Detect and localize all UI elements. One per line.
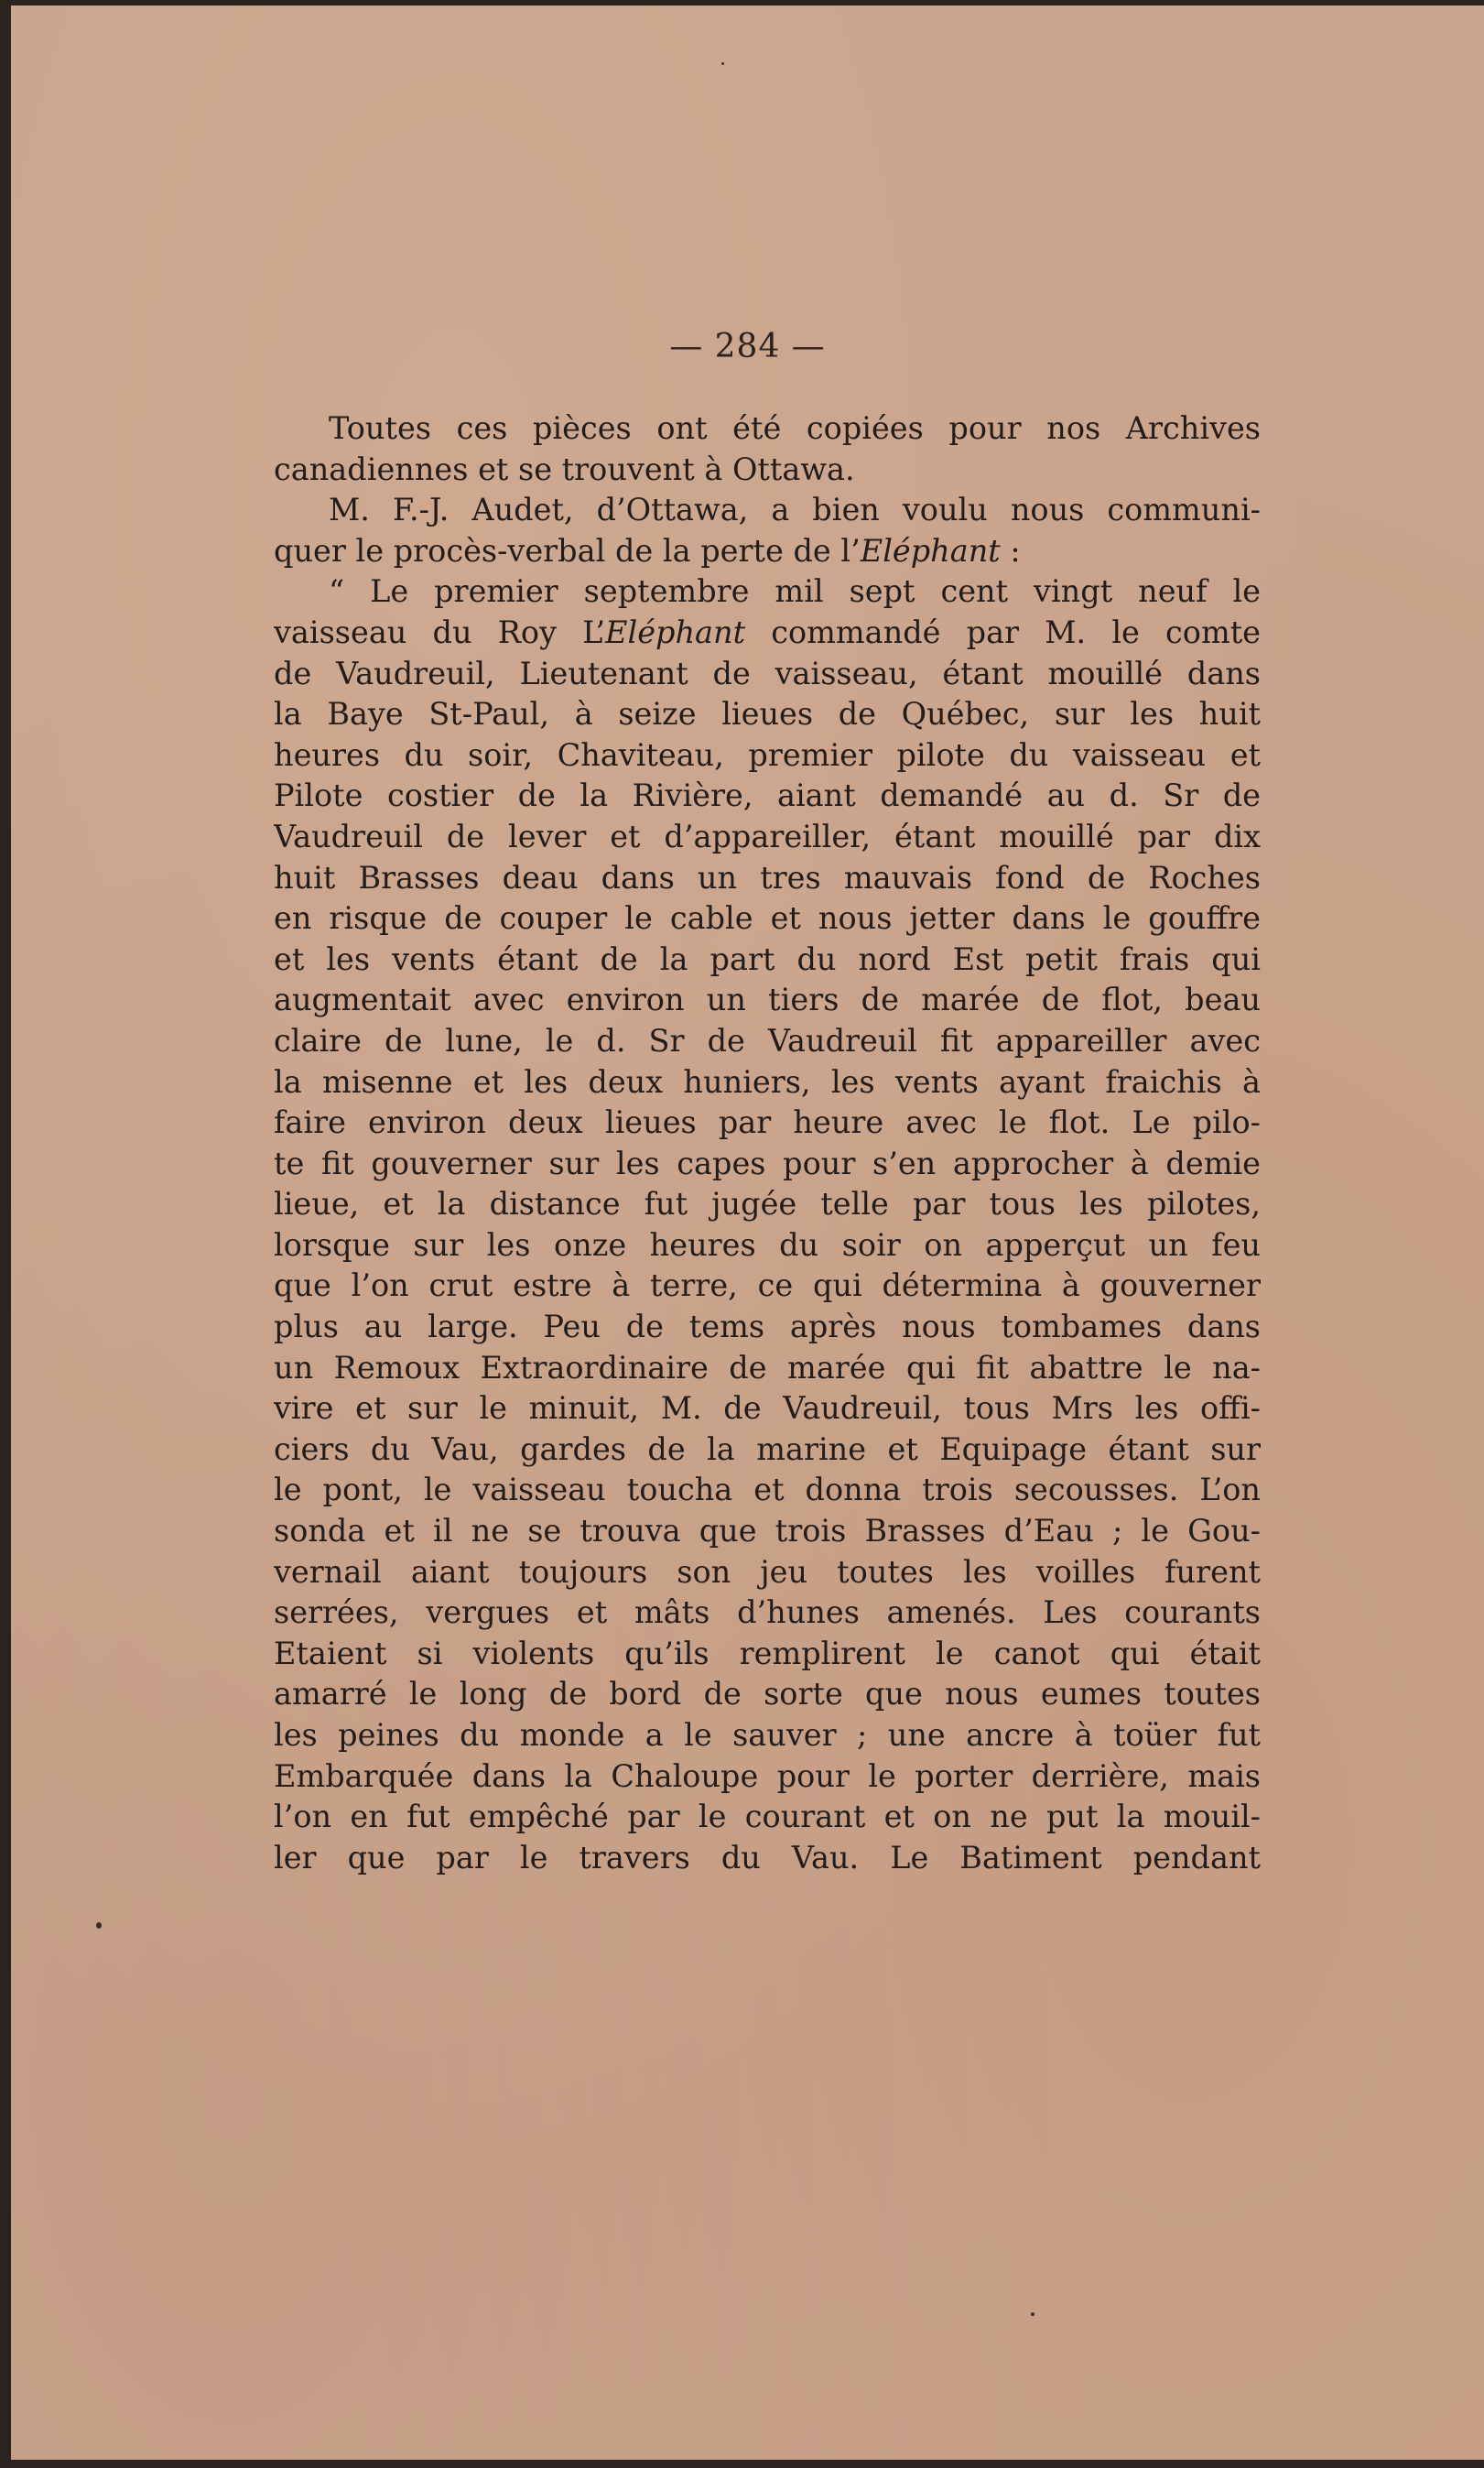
text-line: Embarquée dans la Chaloupe pour le porter derrière, mais <box>274 1757 1261 1794</box>
text-line: amarré le long de bord de sorte que nous eumes toutes <box>274 1676 1261 1712</box>
text-line: vaisseau du Roy L’Eléphant commandé par M. le comte <box>274 614 1261 650</box>
text-line: M. F.-J. Audet, d’Ottawa, a bien voulu nous communi- <box>329 492 1261 528</box>
paper-speck <box>721 62 724 65</box>
paper-speck <box>96 1922 102 1929</box>
text-line: Vaudreuil de lever et d’appareiller, étant mouillé par dix <box>274 818 1261 854</box>
paper-speck <box>1031 2312 1034 2316</box>
text-line: huit Brasses deau dans un tres mauvais fond de Roches <box>274 859 1261 896</box>
text-line: vire et sur le minuit, M. de Vaudreuil, tous Mrs les offi- <box>274 1390 1261 1427</box>
text-line: quer le procès-verbal de la perte de l’Eléphant : <box>274 532 1021 569</box>
text-line: le pont, le vaisseau toucha et donna trois secousses. L’on <box>274 1472 1261 1508</box>
text-line: te fit gouverner sur les capes pour s’en approcher à demie <box>274 1145 1261 1181</box>
text-line: canadiennes et se trouvent à Ottawa. <box>274 451 855 487</box>
text-line: lorsque sur les onze heures du soir on apperçut un feu <box>274 1226 1261 1263</box>
text-line: ler que par le travers du Vau. Le Batiment pendant <box>274 1839 1261 1875</box>
text-line: Etaient si violents qu’ils remplirent le canot qui était <box>274 1635 1261 1671</box>
text-line: la misenne et les deux huniers, les vents ayant fraichis à <box>274 1063 1261 1100</box>
text-line: de Vaudreuil, Lieutenant de vaisseau, étant mouillé dans <box>274 655 1261 691</box>
text-line: Toutes ces pièces ont été copiées pour nos Archives <box>329 410 1261 446</box>
text-line: serrées, vergues et mâts d’hunes amenés. Les courants <box>274 1594 1261 1631</box>
text-line: la Baye St-Paul, à seize lieues de Québec, sur les huit <box>274 696 1261 733</box>
body-text <box>274 408 1261 1878</box>
text-line: augmentait avec environ un tiers de marée de flot, beau <box>274 982 1261 1018</box>
document-page <box>11 5 1484 2460</box>
text-line: lieue, et la distance fut jugée telle par tous les pilotes, <box>274 1186 1261 1223</box>
text-line: que l’on crut estre à terre, ce qui détermina à gouverner <box>274 1267 1261 1304</box>
text-line: les peines du monde a le sauver ; une ancre à toüer fut <box>274 1717 1261 1753</box>
text-line: un Remoux Extraordinaire de marée qui fit abattre le na- <box>274 1349 1261 1386</box>
text-line: “ Le premier septembre mil sept cent vingt neuf le <box>329 573 1261 610</box>
text-line: heures du soir, Chaviteau, premier pilote du vaisseau et <box>274 736 1261 773</box>
text-line: plus au large. Peu de tems après nous tombames dans <box>274 1309 1261 1345</box>
page-number: — 284 — <box>669 328 826 365</box>
text-line: sonda et il ne se trouva que trois Brasses d’Eau ; le Gou- <box>274 1513 1261 1549</box>
text-line: vernail aiant toujours son jeu toutes les voilles furent <box>274 1553 1261 1590</box>
text-line: claire de lune, le d. Sr de Vaudreuil fit appareiller avec <box>274 1022 1261 1059</box>
text-line: ciers du Vau, gardes de la marine et Equipage étant sur <box>274 1430 1261 1467</box>
text-line: faire environ deux lieues par heure avec le flot. Le pilo- <box>274 1104 1261 1141</box>
text-line: l’on en fut empêché par le courant et on ne put la mouil- <box>274 1799 1261 1835</box>
text-line: Pilote costier de la Rivière, aiant demandé au d. Sr de <box>274 777 1261 814</box>
text-line: et les vents étant de la part du nord Est petit frais qui <box>274 940 1261 977</box>
text-line: en risque de couper le cable et nous jetter dans le gouffre <box>274 900 1261 937</box>
